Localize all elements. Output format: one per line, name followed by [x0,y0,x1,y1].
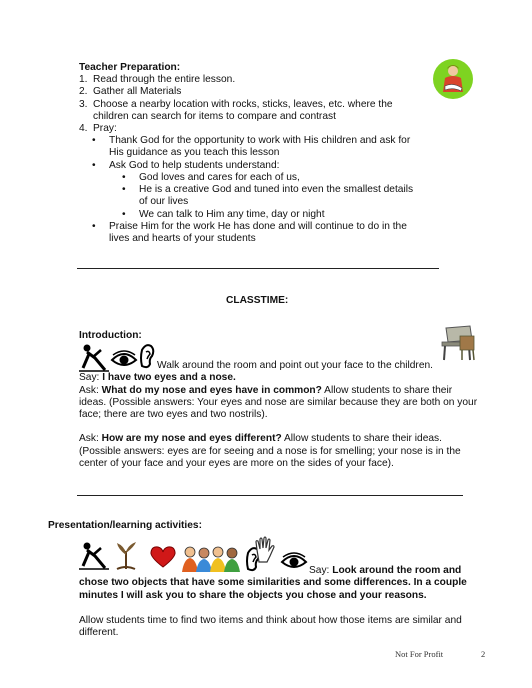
list-item: • God loves and cares for each of us, [122,171,300,183]
presentation-say: Say: Look around the room and chose two objects that have some similarities and some differences. In a couple minutes I will ask you to share the objects you chose and your reasons. [79,565,467,601]
list-item: • Thank God for the opportunity to work with His children and ask for His guidance as you teach this lesson [92,135,411,159]
list-item: 1. Read through the entire lesson. [79,74,236,85]
classtime-heading: CLASSTIME: [226,295,289,306]
prep-heading: Teacher Preparation: [79,62,181,73]
sub-list [90,172,420,221]
divider [77,268,439,269]
presentation-allow: Allow students time to find two items and think about how those items are similar and different. [79,615,462,639]
footer-label: Not For Profit [395,649,444,659]
list-item: • Praise Him for the work He has done and will continue to do in the lives and hearts of your students [92,221,407,245]
divider [77,495,463,496]
intro-ask-different: Ask: How are my nose and eyes different? Allow students to share their ideas. (Possible answers: eyes are for seeing and a nose is for smelling; your nose is in the center of your face and your eyes are more on the sides of your face). [79,433,461,470]
intro-ask-common: Ask: What do my nose and eyes have in common? Allow students to share their ideas. (Possible answers: Your eyes and nose are similar because they are both on your face; there are two eyes and two nostrils). [79,384,478,421]
intro-say: Say: I have two eyes and a nose. [79,372,236,384]
list-item: 2. Gather all Materials [79,86,182,98]
list-item: 3. Choose a nearby location with rocks, sticks, leaves, etc. where the children can search for items to compare and contrast [79,98,393,122]
pray-list [90,135,420,246]
list-item: 4. Pray: [79,123,117,135]
prep-steps [79,74,419,135]
hand-icon [253,536,277,568]
intro-body [79,360,479,470]
presentation-heading: Presentation/learning activities: [48,520,202,531]
list-item: • Ask God to help students understand: [92,159,280,171]
list-item: • He is a creative God and tuned into even the smallest details of our lives [122,184,414,208]
intro-heading: Introduction: [79,330,142,341]
page-number: 2 [481,649,486,659]
intro-walk: Walk around the room and point out your face to the children. [157,360,433,371]
teacher-praying-icon [432,58,474,104]
list-item: • We can talk to Him any time, day or night [122,208,325,220]
